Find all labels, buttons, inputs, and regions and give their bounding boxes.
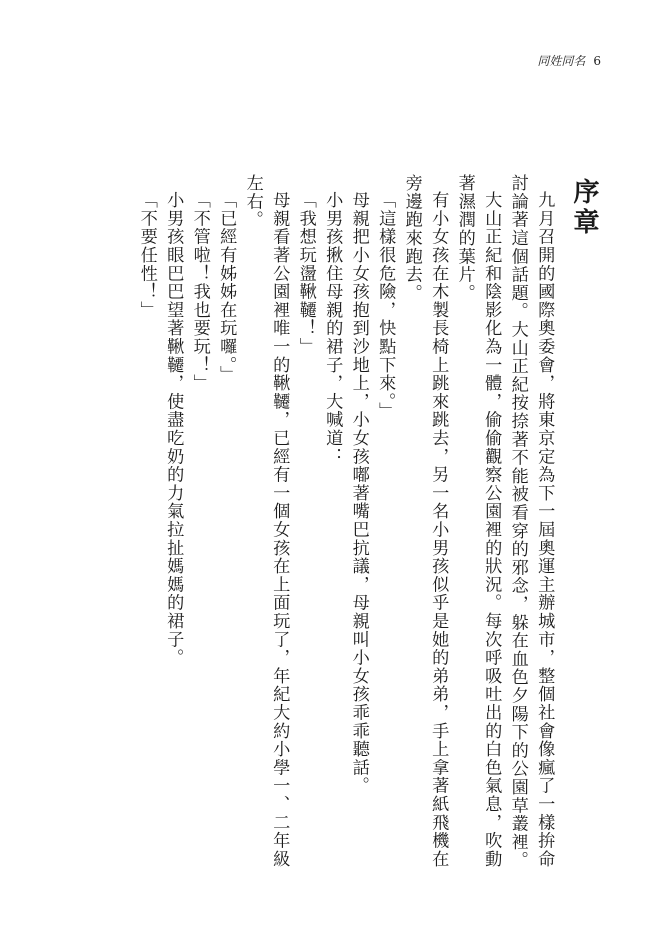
text-column: 母親看著公園裡唯一的鞦韆，已經有一個女孩在上面玩了，年紀大約小學一、二年級 bbox=[269, 191, 290, 869]
text-column: 九月召開的國際奧委會，將東京定為下一屆奧運主辦城市，整個社會像瘋了一樣拚命 bbox=[534, 191, 555, 869]
text-column: 母親把小女孩抱到沙地上，小女孩嘟著嘴巴抗議，母親叫小女孩乖乖聽話。 bbox=[348, 191, 369, 795]
text-column: 左右。 bbox=[242, 174, 263, 229]
book-title: 同姓同名 bbox=[537, 54, 586, 68]
text-column: 討論著這個話題。大山正紀按捺著不能被看穿的邪念，躲在血色夕陽下的公園草叢裡。 bbox=[507, 174, 528, 870]
text-column: 小男孩眼巴巴望著鞦韆，使盡吃奶的力氣拉扯媽媽的裙子。 bbox=[163, 191, 184, 667]
text-column: 旁邊跑來跑去。 bbox=[401, 174, 422, 303]
text-column: 「已經有姊姊在玩囉。」 bbox=[216, 191, 237, 384]
page-number: 6 bbox=[593, 54, 601, 68]
chapter-title: 序章 bbox=[569, 178, 599, 238]
text-column: 小男孩揪住母親的裙子，大喊道： bbox=[322, 191, 343, 466]
text-column: 大山正紀和陰影化為一體，偷偷觀察公園裡的狀況。每次呼吸吐出的白色氣息，吹動 bbox=[481, 191, 502, 869]
text-column: 「我想玩盪鞦韆！」 bbox=[295, 191, 316, 356]
text-column: 「不管啦！我也要玩！」 bbox=[189, 191, 210, 393]
text-column: 著濕潤的葉片。 bbox=[454, 174, 475, 303]
text-column: 「這樣很危險，快點下來。」 bbox=[375, 191, 396, 421]
text-column: 「不要任性！」 bbox=[136, 191, 157, 320]
text-column: 有小女孩在木製長椅上跳來跳去，另一名小男孩似乎是她的弟弟，手上拿著紙飛機在 bbox=[428, 191, 449, 869]
